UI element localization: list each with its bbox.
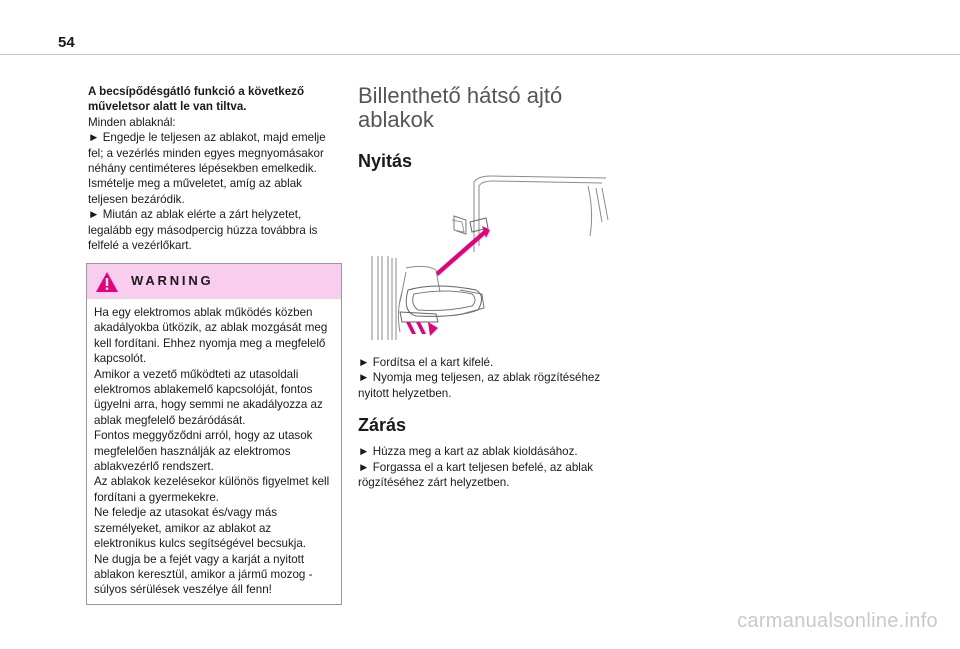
warning-paragraph-3: Fontos meggyőződni arról, hogy az utasok megfelelően használják az elektromos ablakvezérlő rendszert. xyxy=(94,429,313,474)
warning-title: WARNING xyxy=(131,273,214,288)
opening-steps xyxy=(358,355,628,401)
opening-step-2: ► Nyomja meg teljesen, az ablak rögzítéséhez nyitott helyzetben. xyxy=(358,371,601,400)
left-line-1: Minden ablaknál: xyxy=(88,115,176,129)
warning-paragraph-4: Az ablakok kezelésekor különös figyelmet kell fordítani a gyermekekre. xyxy=(94,475,330,504)
warning-box xyxy=(86,263,342,605)
warning-header xyxy=(87,264,341,299)
opening-step-1: ► Fordítsa el a kart kifelé. xyxy=(358,356,494,369)
left-bold-heading: A becsípődésgátló funkció a következő műveletsor alatt le van tiltva. xyxy=(88,85,305,114)
left-line-3: ► Miután az ablak elérte a zárt helyzetet, legalább egy másodpercig húzza továbbra is felfelé a vezérlőkart. xyxy=(88,208,318,253)
closing-steps xyxy=(358,444,628,490)
warning-paragraph-2: Amikor a vezető működteti az utasoldali elektromos ablakemelő kapcsolóját, fontos ügyelni arra, hogy semmi ne akadályozza az ablak megfelelő bezáródását. xyxy=(94,367,323,427)
closing-title: Zárás xyxy=(358,415,407,436)
watermark: carmanualsonline.info xyxy=(737,610,938,632)
warning-body xyxy=(87,299,341,598)
warning-paragraph-1: Ha egy elektromos ablak működés közben akadályokba ütközik, az ablak mozgását meg kell fordítani. Ehhez nyomja meg a megfelelő kapcsolót. xyxy=(94,306,328,366)
warning-paragraph-5: Ne feledje az utasokat és/vagy más személyeket, amikor az ablakot az elektronikus kulcs segítségével becsukja. xyxy=(94,506,307,551)
header-divider xyxy=(0,54,960,55)
warning-triangle-icon xyxy=(95,271,119,293)
left-line-2: ► Engedje le teljesen az ablakot, majd emelje fel; a vezérlés minden egyes megnyomásakor néhány centiméteres lépésekben emelkedik. Ismételje meg a műveletet, amíg az ablak teljesen bezáródik. xyxy=(88,131,326,206)
page-number: 54 xyxy=(58,34,75,51)
warning-paragraph-6: Ne dugja be a fejét vagy a karját a nyitott ablakon keresztül, amikor a jármű mozog - súlyos sérülések veszélye áll fenn! xyxy=(94,552,313,597)
left-column xyxy=(88,84,342,253)
window-latch-illustration xyxy=(366,172,614,340)
closing-step-1: ► Húzza meg a kart az ablak kioldásához. xyxy=(358,445,578,459)
opening-title: Nyitás xyxy=(358,151,413,171)
section-title: Billenthető hátsó ajtó ablakok xyxy=(358,83,563,132)
closing-step-2: ► Forgassa el a kart teljesen befelé, az ablak rögzítéséhez zárt helyzetben. xyxy=(358,460,594,490)
